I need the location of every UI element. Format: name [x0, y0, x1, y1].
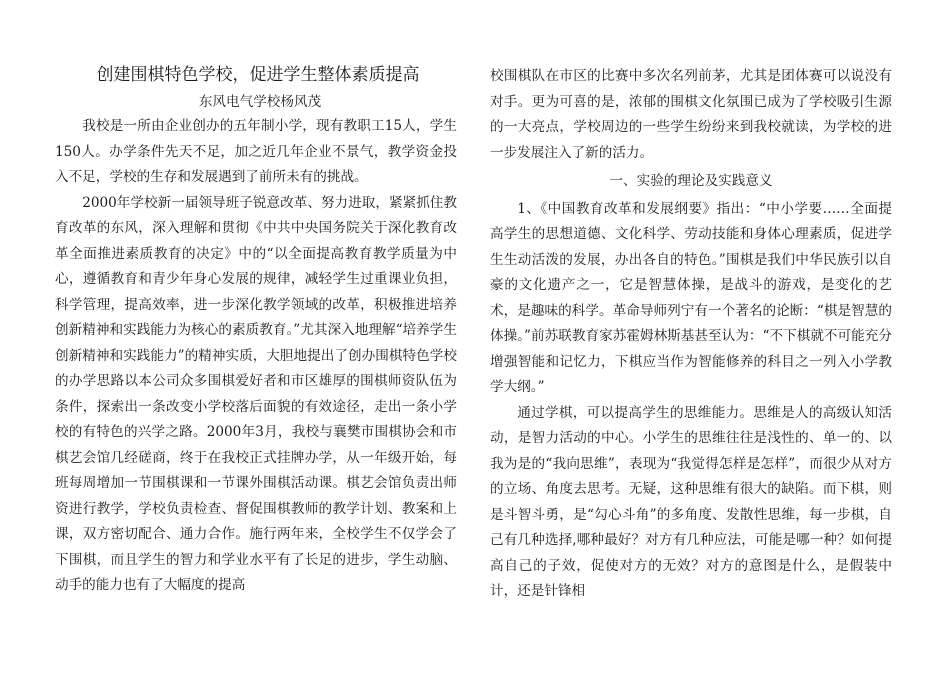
article-author: 东风电气学校杨风茂 — [198, 94, 322, 110]
body-paragraph: 2000年学校新一届领导班子锐意改革、努力进取，紧紧抓住教育改革的东风，深入理解和贯彻《中共中央国务院关于深化教育改革全面推进素质教育的决定》中的“以全面提高教育教学质量为中心，遵循教育和青少年身心发展的规律，减轻学生过重课业负担，科学管理，提高效率，进一步深化教学领域的改革，积极推进培养创新精神和实践能力为核心的素质教育。”尤其深入地理解“培养学生创新精神和实践能力”的精神实质，大胆地提出了创办围棋特色学校的办学思路以本公司众多围棋爱好者和市区雄厚的围棋师资队伍为条件，探索出一条改变小学校落后面貌的有效途径，走出一条小学校的有特色的兴学之路。2000年3月，我校与襄樊市围棋协会和市棋艺会馆几经磋商，终于在我校正式挂牌办学，从一年级开始，每班每周增加一节围棋课和一节课外围棋活动课。棋艺会馆负责出师资进行教学，学校负责检查、督促围棋教师的教学计划、教案和上课，双方密切配合、通力合作。施行两年来，全校学生不仅学会了下围棋，而且学生的智力和学业水平有了长足的进步，学生动脑、动手的能力也有了大幅度的提高 — [55, 194, 457, 593]
body-paragraph: 通过学棋，可以提高学生的思维能力。思维是人的高级认知活动，是智力活动的中心。小学生的思维往往是浅性的、单一的、以我为是的“我向思维”，表现为“我觉得怎样是怎样”，而很少从对方的立场、角度去思考。无疑，这种思维有很大的缺陷。而下棋，则是斗智斗勇，是“勾心斗角”的多角度、发散性思维，每一步棋，自己有几种选择,哪种最好？对方有几种应法，可能是哪一种？如何提高自己的子效，促使对方的无效？对方的意图是什么，是假装中计，还是针锋相 — [490, 404, 892, 599]
left-column — [55, 62, 457, 599]
body-paragraph: 1、《中国教育改革和发展纲要》指出：“中小学要……全面提高学生的思想道德、文化科学、劳动技能和身体心理素质，促进学生生动活泼的发展，办出各自的特色。”围棋是我们中华民族引以自豪的文化遗产之一，它是智慧体操，是战斗的游戏，是变化的艺术，是趣味的科学。革命导师列宁有一个著名的论断：“棋是智慧的体操。”前苏联教育家苏霍姆林斯基甚至认为：“不下棋就不可能充分增强智能和记忆力，下棋应当作为智能修养的科目之一列入小学教学大纲。” — [490, 200, 892, 395]
body-paragraph: 我校是一所由企业创办的五年制小学，现有教职工15人，学生150人。办学条件先天不足，加之近几年企业不景气，教学资金投入不足，学校的生存和发展遇到了前所未有的挑战。 — [55, 118, 457, 185]
right-column — [490, 64, 892, 605]
section-heading: 一、实验的理论及实践意义 — [609, 173, 773, 189]
article-title: 创建围棋特色学校，促进学生整体素质提高 — [96, 65, 420, 85]
continued-paragraph: 校围棋队在市区的比赛中多次名列前茅，尤其是团体赛可以说没有对手。更为可喜的是，浓郁的围棋文化氛围已成为了学校吸引生源的一大亮点，学校周边的一些学生纷纷来到我校就读，为学校的进一步发展注入了新的活力。 — [490, 68, 892, 161]
